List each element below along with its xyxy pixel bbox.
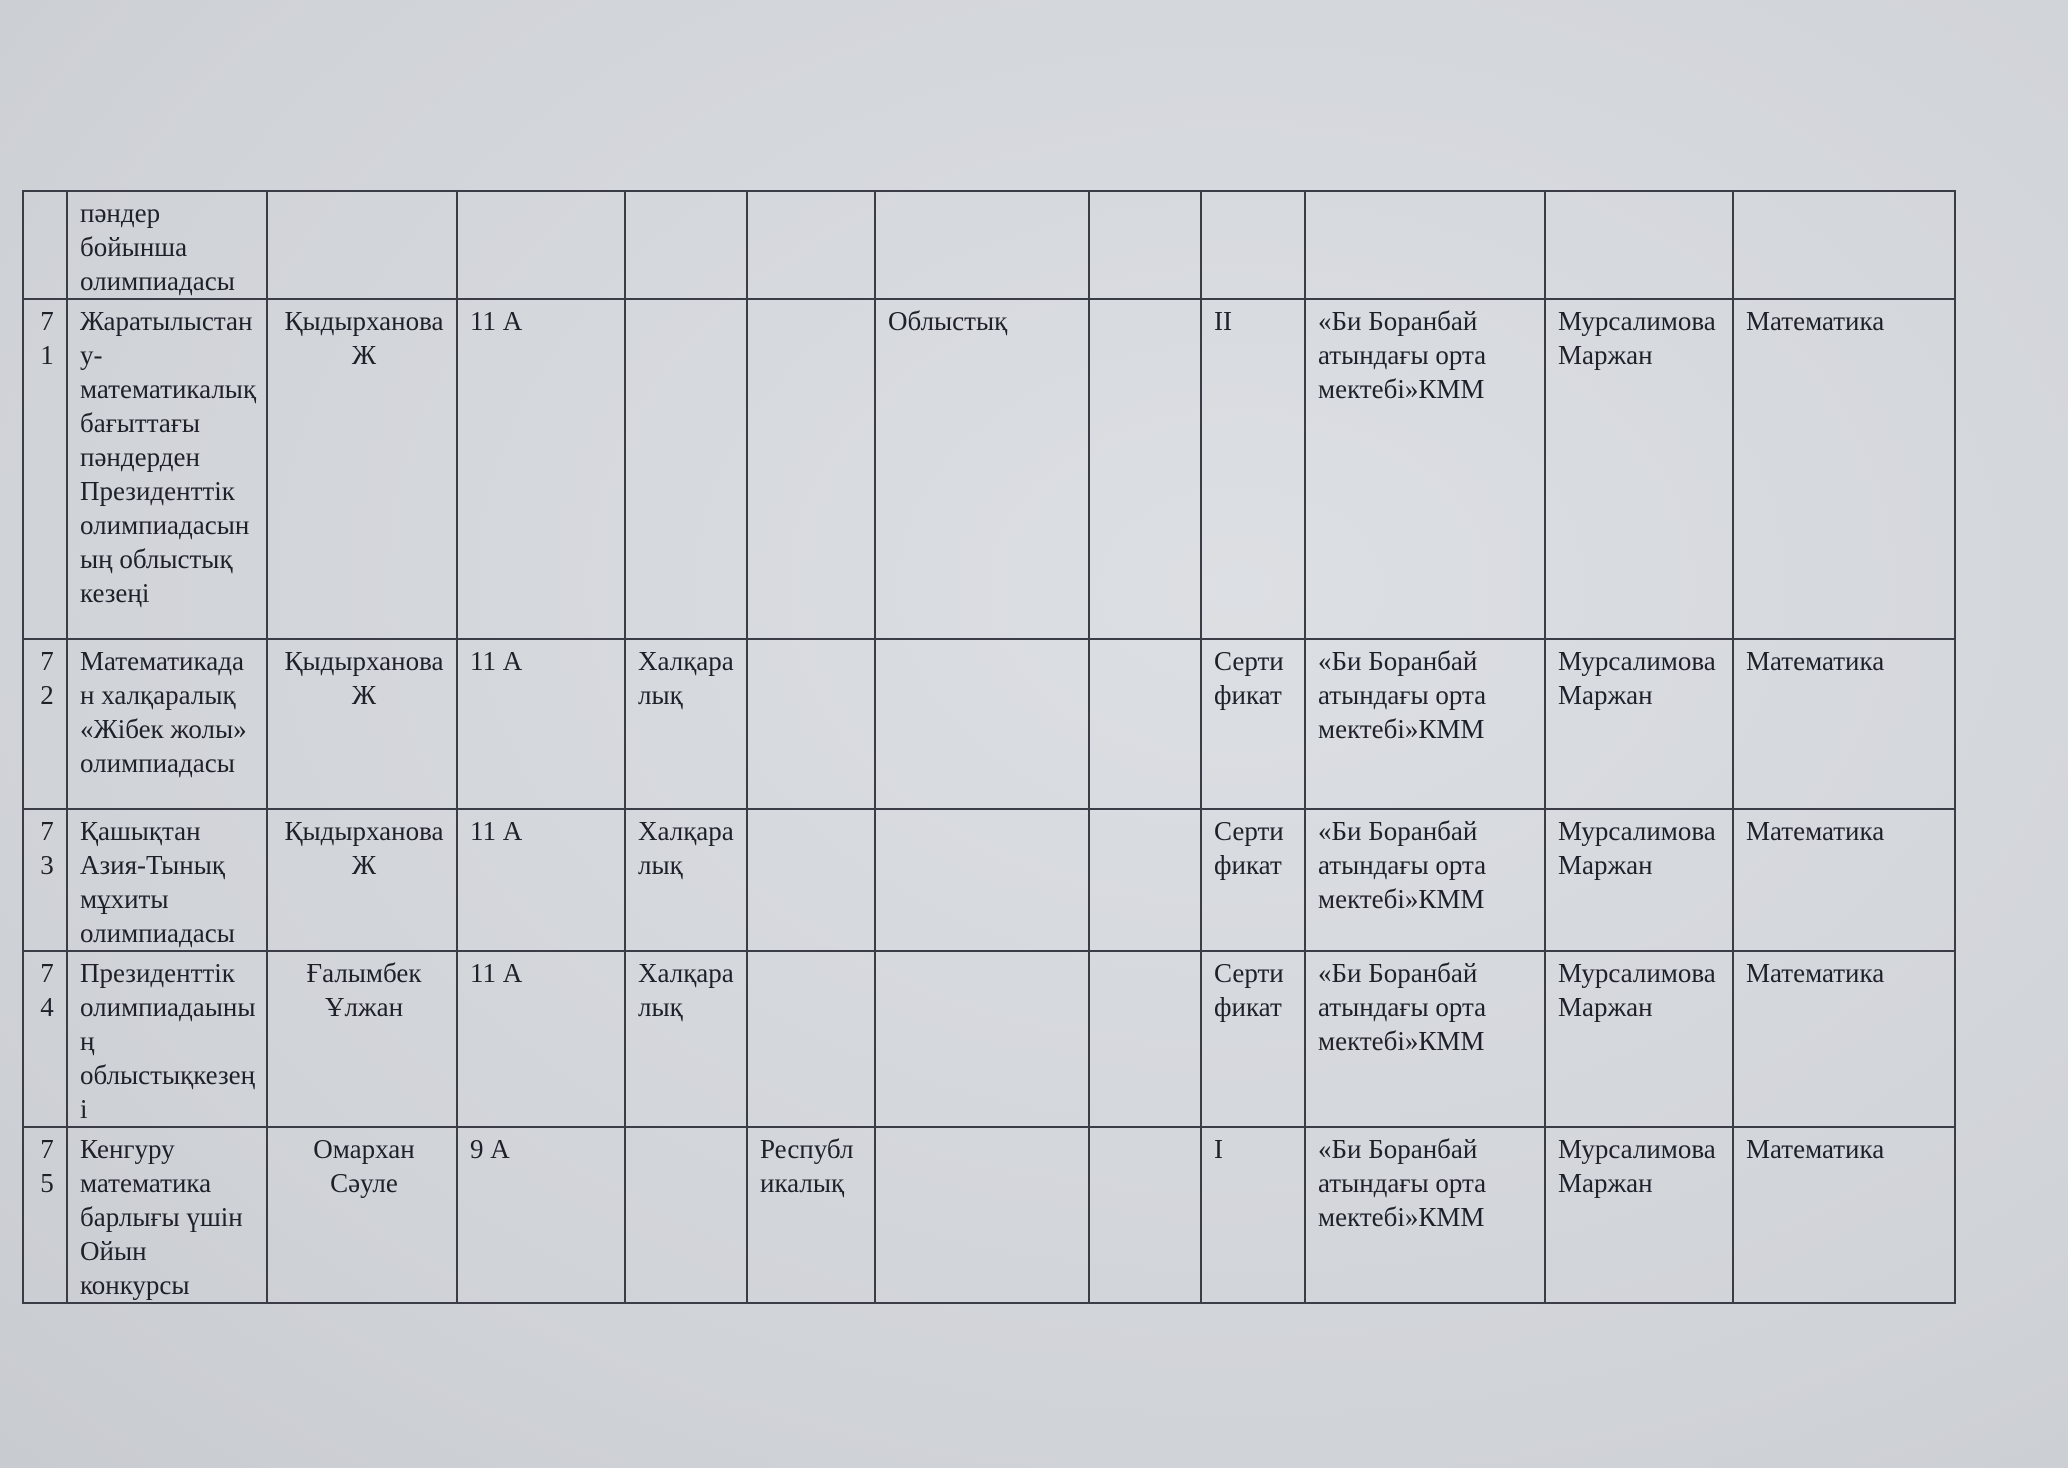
cell-class: 11 А [457,809,625,951]
cell-subject: Математика [1733,1127,1955,1303]
table-row [23,951,1955,1127]
table-row [23,299,1955,639]
cell-olympiad-name: Кенгуру математика барлығы үшін Ойын конкурсы [67,1127,267,1303]
cell-school: «Би Боранбай атындағы орта мектебі»КММ [1305,299,1545,639]
cell-regional [875,951,1089,1127]
cell-district [1089,809,1201,951]
cell-international [625,299,747,639]
cell-international: Халқаралық [625,809,747,951]
cell-district [1089,951,1201,1127]
cell-olympiad-name: Президенттік олимпиадаының облыстықкезеңі [67,951,267,1127]
cell-subject: Математика [1733,639,1955,809]
cell-school [1305,191,1545,299]
cell-republic [747,951,875,1127]
cell-place: I [1201,1127,1305,1303]
cell-district [1089,1127,1201,1303]
cell-republic [747,299,875,639]
cell-international: Халқаралық [625,951,747,1127]
cell-place: Сертификат [1201,951,1305,1127]
cell-class: 9 А [457,1127,625,1303]
cell-republic [747,639,875,809]
cell-republic [747,191,875,299]
cell-teacher: Мурсалимова Маржан [1545,299,1733,639]
cell-olympiad-name: Математикадан халқаралық «Жібек жолы» олимпиадасы [67,639,267,809]
cell-num: 7 3 [23,809,67,951]
table-row [23,1127,1955,1303]
cell-student [267,191,457,299]
cell-school: «Би Боранбай атындағы орта мектебі»КММ [1305,1127,1545,1303]
cell-student: Ғалымбек Ұлжан [267,951,457,1127]
cell-olympiad-name: Жаратылыстану-математикалық бағыттағы пәндерден Президенттік олимпиадасының облыстық кезеңі [67,299,267,639]
cell-olympiad-name: пәндер бойынша олимпиадасы [67,191,267,299]
cell-num: 7 2 [23,639,67,809]
cell-subject: Математика [1733,299,1955,639]
cell-international [625,1127,747,1303]
cell-num: 7 1 [23,299,67,639]
cell-regional [875,639,1089,809]
cell-place [1201,191,1305,299]
cell-regional [875,1127,1089,1303]
cell-regional [875,191,1089,299]
cell-republic: Республикалық [747,1127,875,1303]
olympiad-results-table [22,190,1956,1304]
cell-district [1089,299,1201,639]
table-row-partial [23,191,1955,299]
cell-teacher: Мурсалимова Маржан [1545,951,1733,1127]
cell-republic [747,809,875,951]
cell-school: «Би Боранбай атындағы орта мектебі»КММ [1305,809,1545,951]
cell-teacher: Мурсалимова Маржан [1545,1127,1733,1303]
cell-subject: Математика [1733,809,1955,951]
table-row [23,809,1955,951]
cell-teacher [1545,191,1733,299]
cell-num: 7 4 [23,951,67,1127]
cell-class [457,191,625,299]
cell-school: «Би Боранбай атындағы орта мектебі»КММ [1305,951,1545,1127]
cell-subject: Математика [1733,951,1955,1127]
cell-num: 7 5 [23,1127,67,1303]
cell-international: Халқаралық [625,639,747,809]
cell-place: Сертификат [1201,639,1305,809]
cell-student: Қыдырханова Ж [267,639,457,809]
cell-student: Қыдырханова Ж [267,299,457,639]
cell-class: 11 А [457,299,625,639]
table-row [23,639,1955,809]
cell-regional: Облыстық [875,299,1089,639]
cell-student: Қыдырханова Ж [267,809,457,951]
cell-subject [1733,191,1955,299]
cell-num [23,191,67,299]
cell-teacher: Мурсалимова Маржан [1545,639,1733,809]
cell-place: Сертификат [1201,809,1305,951]
cell-olympiad-name: Қашықтан Азия-Тынық мұхиты олимпиадасы [67,809,267,951]
cell-student: Омархан Сәуле [267,1127,457,1303]
cell-teacher: Мурсалимова Маржан [1545,809,1733,951]
cell-class: 11 А [457,639,625,809]
cell-international [625,191,747,299]
cell-place: II [1201,299,1305,639]
cell-district [1089,191,1201,299]
cell-regional [875,809,1089,951]
cell-class: 11 А [457,951,625,1127]
cell-school: «Би Боранбай атындағы орта мектебі»КММ [1305,639,1545,809]
cell-district [1089,639,1201,809]
